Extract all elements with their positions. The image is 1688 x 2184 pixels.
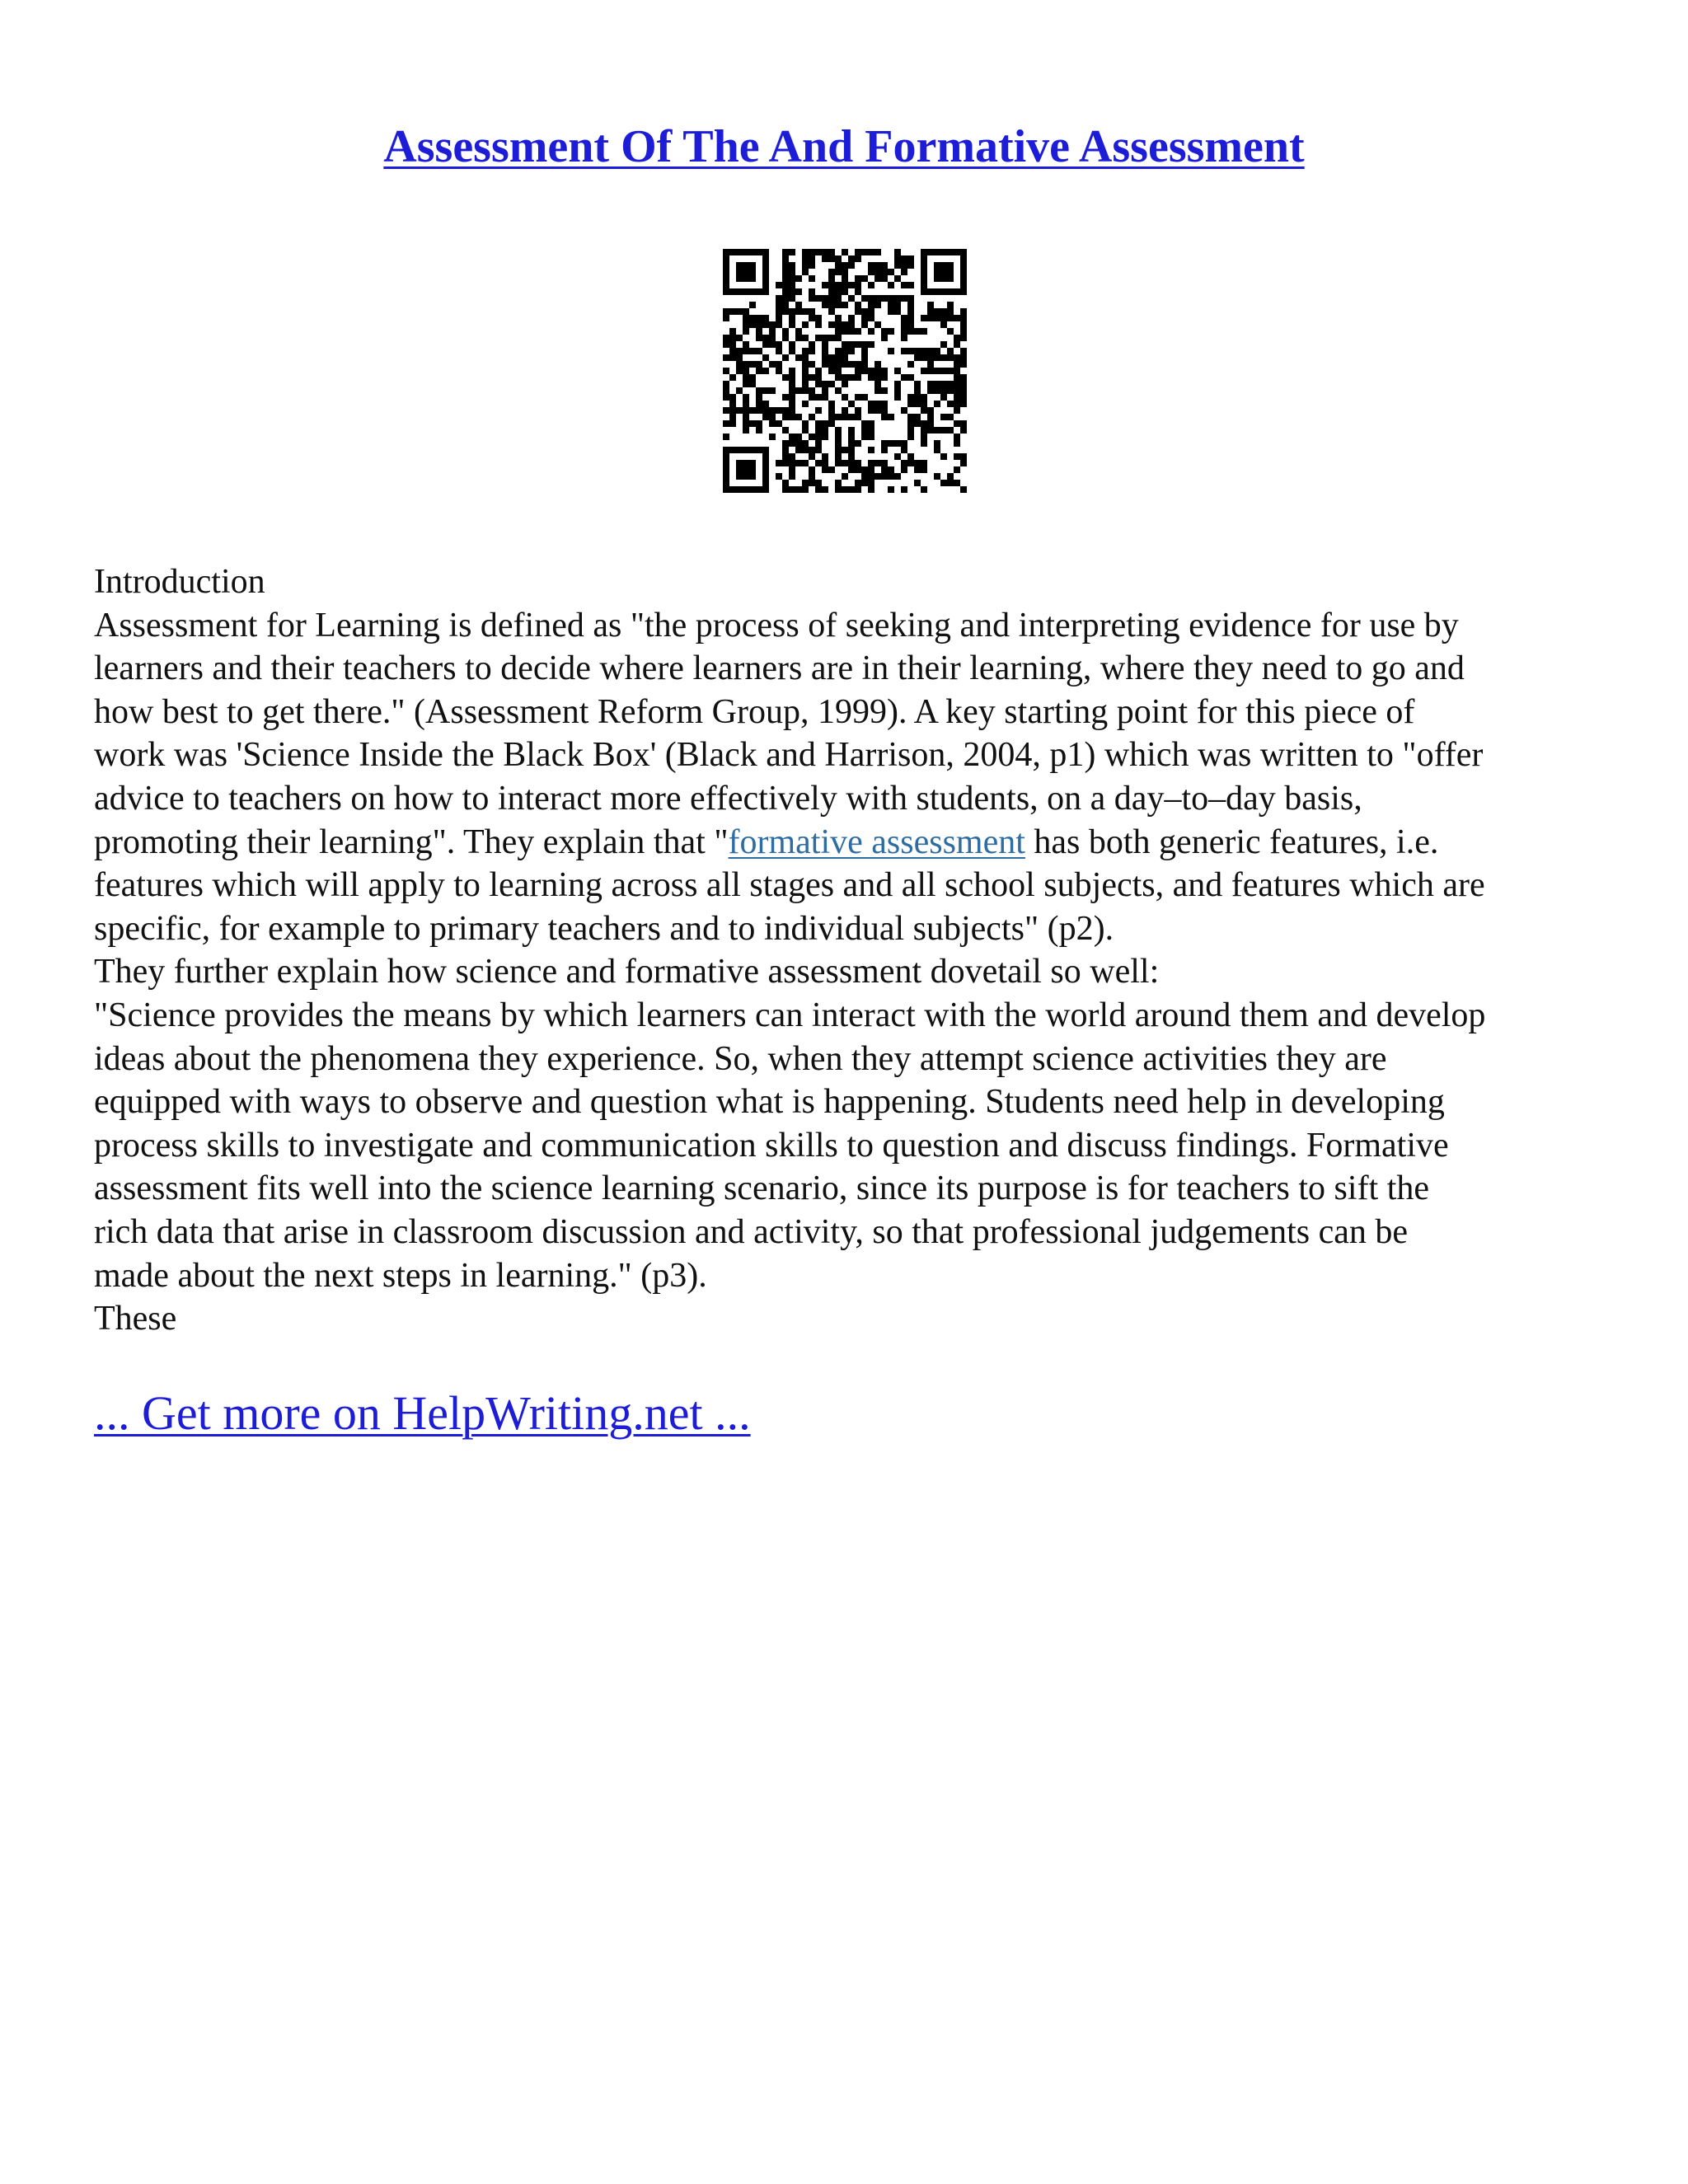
title-link[interactable]: Assessment Of The And Formative Assessment bbox=[383, 121, 1305, 172]
body-line: rich data that arise in classroom discussion and activity, so that professional judgements can be bbox=[94, 1212, 1409, 1251]
article-body bbox=[94, 560, 1619, 1341]
section-heading-introduction: Introduction bbox=[94, 563, 265, 601]
body-line: how best to get there." (Assessment Reform Group, 1999). A key starting point for this piece of bbox=[94, 692, 1415, 731]
body-line: Assessment for Learning is defined as "the process of seeking and interpreting evidence for use by bbox=[94, 606, 1459, 644]
body-line: specific, for example to primary teachers and to individual subjects" (p2). bbox=[94, 909, 1114, 948]
page-title bbox=[0, 114, 1688, 180]
body-line: made about the next steps in learning." (p3). bbox=[94, 1256, 707, 1295]
body-line: advice to teachers on how to interact more effectively with students, on a day–to–day basis, bbox=[94, 779, 1362, 818]
body-line-text: promoting their learning". They explain that " bbox=[94, 823, 729, 861]
body-line: process skills to investigate and communication skills to question and discuss findings. Formative bbox=[94, 1126, 1449, 1165]
body-line: These bbox=[94, 1300, 177, 1338]
body-line: ideas about the phenomena they experience. So, when they attempt science activities they are bbox=[94, 1039, 1387, 1078]
body-line-text: has both generic features, i.e. bbox=[1025, 823, 1439, 861]
body-line: equipped with ways to observe and question what is happening. Students need help in developing bbox=[94, 1083, 1445, 1122]
get-more-link-container bbox=[94, 1385, 751, 1442]
qr-code-icon bbox=[723, 249, 967, 493]
get-more-link[interactable]: ... Get more on HelpWriting.net ... bbox=[94, 1386, 751, 1440]
body-line: "Science provides the means by which learners can interact with the world around them and develop bbox=[94, 996, 1486, 1034]
body-line: learners and their teachers to decide where learners are in their learning, where they need to go and bbox=[94, 649, 1465, 688]
body-line-with-link bbox=[94, 821, 1619, 865]
body-line: They further explain how science and formative assessment dovetail so well: bbox=[94, 953, 1160, 991]
body-line: work was 'Science Inside the Black Box' (Black and Harrison, 2004, p1) which was written to "offer bbox=[94, 736, 1484, 775]
body-line: assessment fits well into the science learning scenario, since its purpose is for teachers to sift the bbox=[94, 1169, 1430, 1208]
formative-assessment-link[interactable]: formative assessment bbox=[728, 823, 1025, 861]
body-line: features which will apply to learning across all stages and all school subjects, and features which are bbox=[94, 866, 1485, 905]
